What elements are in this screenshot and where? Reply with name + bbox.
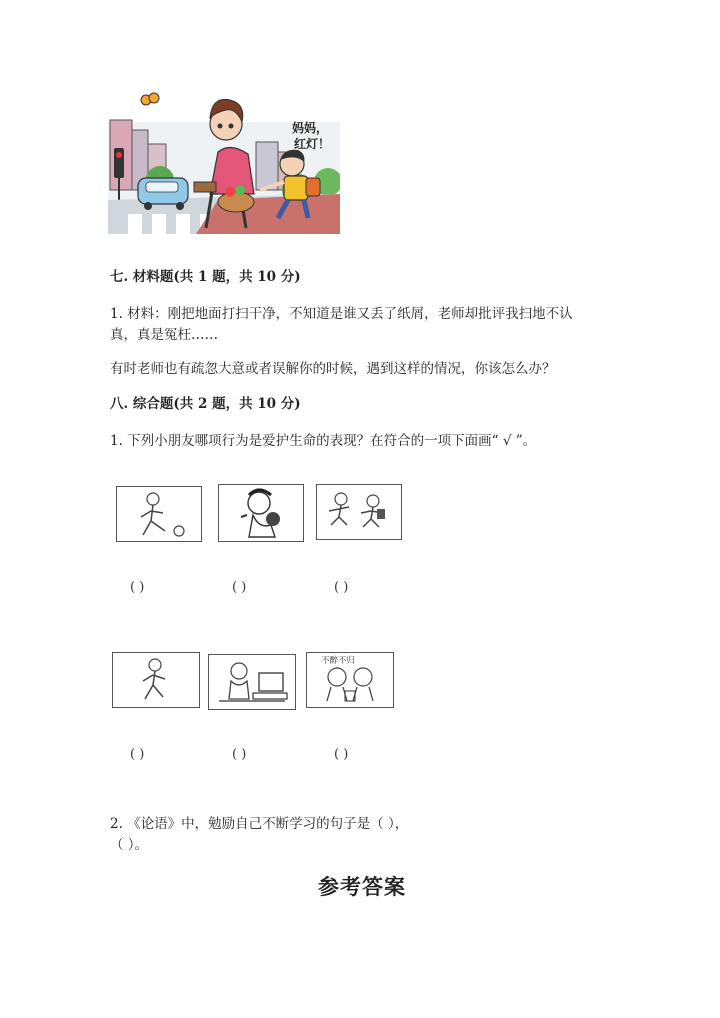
answer-section-title: 参考答案: [318, 874, 406, 899]
section7-q1-question: 有时老师也有疏忽大意或者误解你的时候，遇到这样的情况，你该怎么办？: [110, 361, 556, 377]
section8-q2-line1: 2. 《论语》中，勉励自己不断学习的句子是（ ），: [110, 816, 409, 832]
picture-kid-with-bag: [218, 484, 304, 542]
section7-q1-line1: 1. 材料：刚把地面打扫干净，不知道是谁又丢了纸屑，老师却批评我扫地不认: [110, 306, 573, 322]
answer-paren-2[interactable]: ( ): [232, 580, 247, 595]
answer-paren-3[interactable]: ( ): [334, 580, 349, 595]
answer-paren-1[interactable]: ( ): [130, 580, 145, 595]
speech-text-line2: 红灯！: [294, 137, 331, 151]
picture-caption: 不醉不归: [321, 656, 356, 666]
picture-kid-playing-ball: [116, 486, 202, 542]
answer-paren-5[interactable]: ( ): [232, 747, 247, 762]
picture-drinking-friends: [306, 652, 394, 708]
speech-text-line1: 妈妈，: [292, 121, 329, 135]
section7-heading: 七. 材料题(共 1 题，共 10 分): [110, 269, 301, 285]
section7-q1-line2: 真，真是冤枉……: [110, 327, 218, 343]
section8-q1: 1. 下列小朋友哪项行为是爱护生命的表现？在符合的一项下面画“ √ ”。: [110, 433, 537, 449]
picture-kids-running: [316, 484, 402, 540]
answer-paren-6[interactable]: ( ): [334, 747, 349, 762]
traffic-safety-illustration: [108, 82, 340, 234]
picture-kid-running-alone: [112, 652, 200, 708]
section8-q2-line2: （ ）。: [110, 837, 149, 853]
section8-heading: 八. 综合题(共 2 题，共 10 分): [110, 396, 301, 412]
picture-kid-at-computer: [208, 654, 296, 710]
answer-paren-4[interactable]: ( ): [130, 747, 145, 762]
